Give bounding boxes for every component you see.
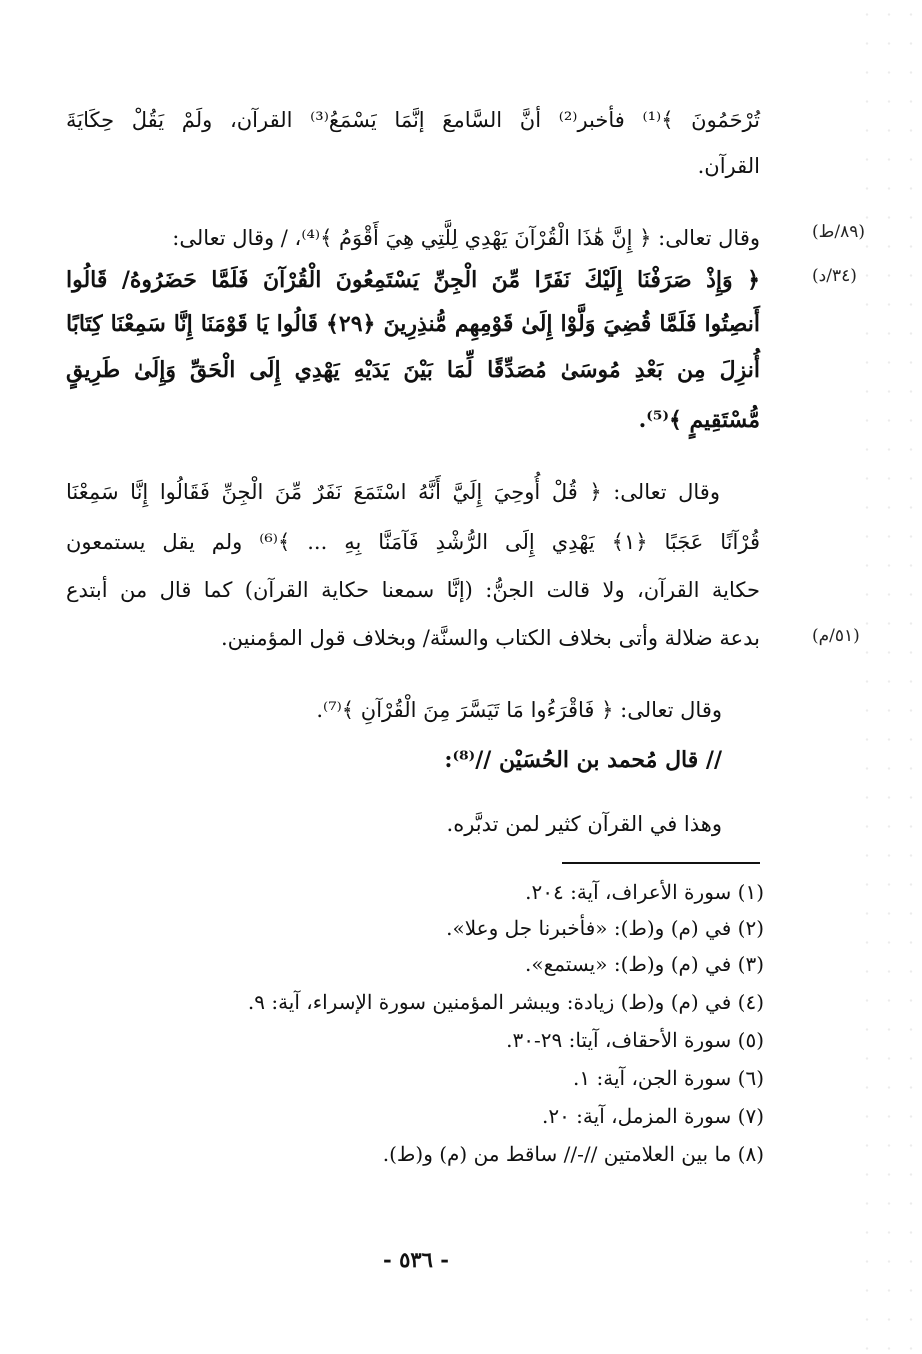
body-line-8: وقال تعالى: ﴿ قُلْ أُوحِيَ إِلَيَّ أَنَّهُ اسْتَمَعَ نَفَرٌ مِّنَ الْجِنِّ فَقَالُوا إِنَّا سَمِعْنَا [66, 480, 720, 504]
footnote-3: (٣) في (م) و(ط): «يستمع». [525, 952, 764, 976]
body-line-1: تُرْحَمُونَ ﴾⁽¹⁾ فأخبر⁽²⁾ أنَّ السَّامعَ إنَّمَا يَسْمَعُ⁽³⁾ القرآن، ولَمْ يَقُلْ حِكَايَةَ [66, 108, 760, 132]
footnote-2: (٢) في (م) و(ط): «فأخبرنا جل وعلا». [446, 916, 764, 940]
margin-note-3: (٥١/م) [812, 626, 860, 646]
scan-noise [856, 0, 916, 1354]
body-line-12: وقال تعالى: ﴿ فَاقْرَءُوا مَا تَيَسَّرَ مِنَ الْقُرْآنِ ﴾⁽⁷⁾. [316, 698, 722, 722]
footnote-8: (٨) ما بين العلامتين //-// ساقط من (م) و(ط). [382, 1142, 764, 1166]
margin-note-2: (٣٤/د) [812, 266, 857, 286]
body-line-2: القرآن. [697, 154, 760, 178]
footnote-rule [562, 862, 760, 864]
margin-note-1: (٨٩/ط) [812, 222, 865, 242]
body-line-3: وقال تعالى: ﴿ إِنَّ هَٰذَا الْقُرْآنَ يَهْدِي لِلَّتِي هِيَ أَقْوَمُ ﴾⁽⁴⁾، / وقال تعالى: [172, 226, 760, 250]
body-line-6: أُنزِلَ مِن بَعْدِ مُوسَىٰ مُصَدِّقًا لِّمَا بَيْنَ يَدَيْهِ يَهْدِي إِلَى الْحَقِّ وَإِلَىٰ طَرِيقٍ [66, 357, 760, 383]
body-line-5: أَنصِتُوا فَلَمَّا قُضِيَ وَلَّوْا إِلَىٰ قَوْمِهِم مُّنذِرِينَ ﴿٢٩﴾ قَالُوا يَا قَوْمَنَا إِنَّا سَمِعْنَا كِتَابًا [66, 311, 760, 337]
page-number: - ٥٣٦ - [383, 1247, 449, 1272]
body-line-9: قُرْآنًا عَجَبًا ﴿١﴾ يَهْدِي إِلَى الرُّشْدِ فَآمَنَّا بِهِ ... ﴾⁽⁶⁾ ولم يقل يستمعون [66, 530, 760, 554]
body-line-7: مُّسْتَقِيمٍ ﴾⁽⁵⁾. [638, 407, 760, 433]
footnote-5: (٥) سورة الأحقاف، آيتا: ٢٩-٣٠. [506, 1028, 764, 1052]
body-line-13: // قال مُحمد بن الحُسَيْن //⁽⁸⁾: [444, 747, 722, 773]
body-line-4: ﴿ وَإِذْ صَرَفْنَا إِلَيْكَ نَفَرًا مِّنَ الْجِنِّ يَسْتَمِعُونَ الْقُرْآنَ فَلَمَّا حَضَرُوهُ/ قَالُوا [66, 267, 760, 293]
body-line-14: وهذا في القرآن كثير لمن تدبَّره. [446, 812, 722, 836]
body-line-11: بدعة ضلالة وأتى بخلاف الكتاب والسنَّة/ وبخلاف قول المؤمنين. [220, 626, 760, 650]
footnote-6: (٦) سورة الجن، آية: ١. [573, 1066, 764, 1090]
footnote-1: (١) سورة الأعراف، آية: ٢٠٤. [525, 880, 764, 904]
footnote-4: (٤) في (م) و(ط) زيادة: ويبشر المؤمنين سورة الإسراء، آية: ٩. [247, 990, 764, 1014]
footnote-7: (٧) سورة المزمل، آية: ٢٠. [541, 1104, 764, 1128]
body-line-10: حكاية القرآن، ولا قالت الجنُّ: (إنَّا سمعنا حكاية القرآن) كما قال من أبتدع [66, 578, 760, 602]
